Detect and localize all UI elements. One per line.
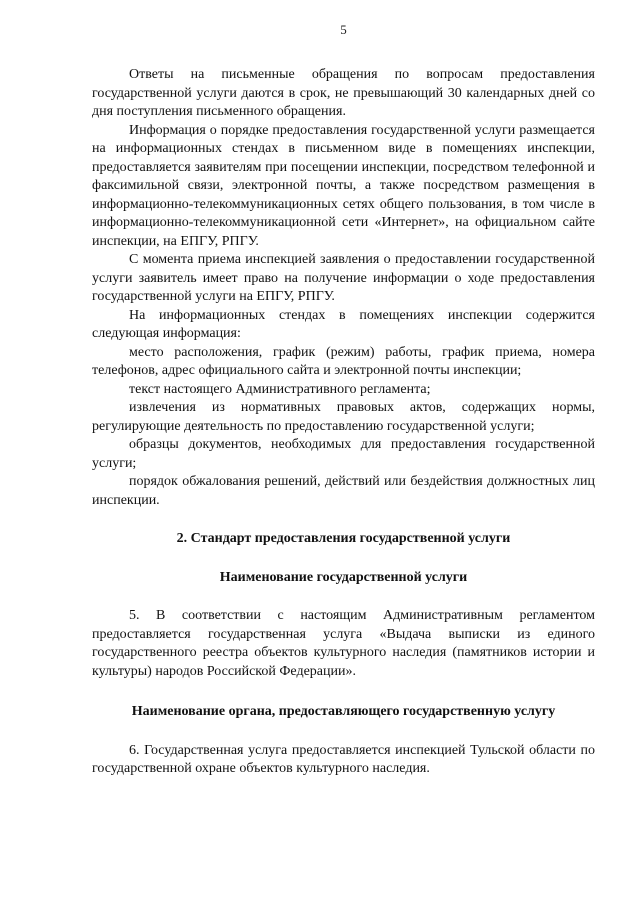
- paragraph-right-to-information: С момента приема инспекцией заявления о предоставлении государственной услуги заявитель имеет право на получение информации о ходе предоставления государственной услуги на ЕПГУ, РПГУ.: [92, 252, 595, 304]
- paragraph-5: 5. В соответствии с настоящим Административным регламентом предоставляется государственная услуга «Выдача выписки из единого государственного реестра объектов культурного наследия (памятников истории и культуры) народов Российской Федерации».: [92, 608, 595, 679]
- list-item-regulation-text: текст настоящего Административного регламента;: [129, 381, 431, 397]
- list-item-location-schedule: место расположения, график (режим) работы, график приема, номера телефонов, адрес официального сайта и электронной почты инспекции;: [92, 344, 595, 378]
- list-item-appeal-procedure: порядок обжалования решений, действий или бездействия должностных лиц инспекции.: [92, 474, 595, 508]
- document-body: [92, 66, 595, 779]
- section-heading: 2. Стандарт предоставления государственной услуги: [176, 531, 511, 546]
- list-item-legal-extracts: извлечения из нормативных правовых актов, содержащих нормы, регулирующие деятельность по предоставлению государственной услуги;: [92, 400, 595, 434]
- subheading-providing-body: Наименование органа, предоставляющего государственную услугу: [131, 704, 556, 719]
- document-page: [92, 0, 595, 905]
- list-item-document-samples: образцы документов, необходимых для предоставления государственной услуги;: [92, 437, 595, 471]
- paragraph-information-placement: Информация о порядке предоставления государственной услуги размещается на информационных стендах в письменном виде в помещениях инспекции, предоставляется заявителям при посещении инспекции, посредством телефонной и факсимильной связи, электронной почты, а также посредством размещения в информационно-телекоммуникационных сетях общего пользования, в том числе в информационно-телекоммуникационной сети «Интернет», на официальном сайте инспекции, на ЕПГУ, РПГУ.: [92, 122, 595, 249]
- subheading-service-name: Наименование государственной услуги: [219, 569, 468, 585]
- paragraph-stands-contents: На информационных стендах в помещениях инспекции содержится следующая информация:: [92, 307, 595, 341]
- page-number: 5: [340, 22, 347, 37]
- paragraph-response-deadline: Ответы на письменные обращения по вопросам предоставления государственной услуги даются в срок, не превышающий 30 календарных дней со дня поступления письменного обращения.: [92, 67, 595, 119]
- paragraph-6: 6. Государственная услуга предоставляется инспекцией Тульской области по государственной охране объектов культурного наследия.: [92, 742, 595, 776]
